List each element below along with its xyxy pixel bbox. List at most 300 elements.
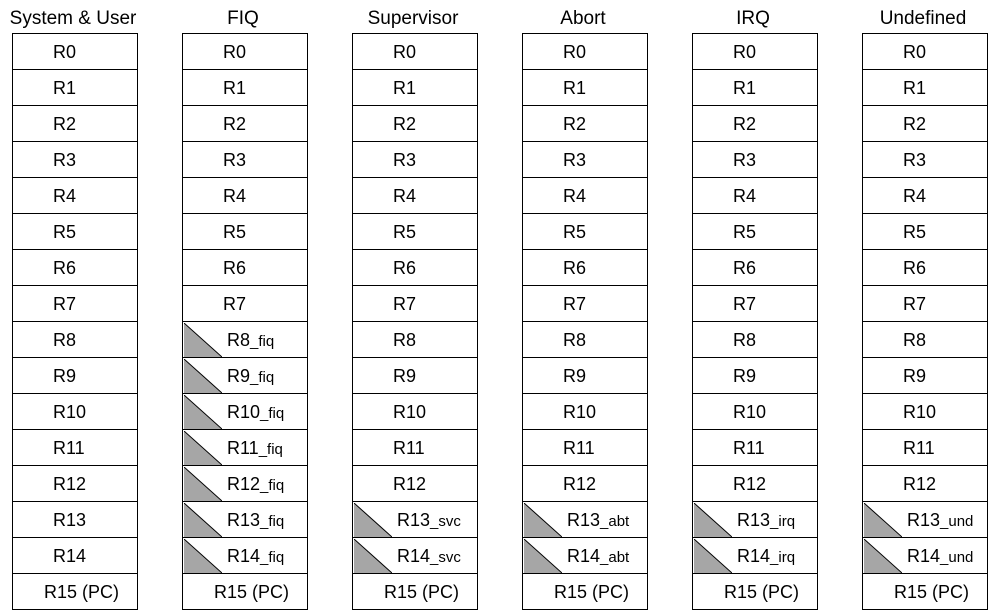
register-label [563,286,586,322]
register-cell [353,394,477,430]
register-label [53,286,76,322]
register-label [227,502,284,538]
register-mode-suffix: _fiq [260,513,285,530]
register-name: R1 [53,78,77,98]
register-name: R1 [903,78,927,98]
register-cell [13,70,137,106]
register-cell [863,214,987,250]
register-name: R4 [223,186,247,206]
register-cell [183,322,307,358]
register-label [563,358,586,394]
register-cell [863,106,987,142]
register-cell [863,178,987,214]
register-label [223,286,246,322]
register-label [737,538,795,574]
register-cell [863,142,987,178]
banked-register-marker-icon [864,539,902,573]
register-name: R5 [393,222,417,242]
register-label [733,142,756,178]
register-label [903,430,935,466]
register-label [563,142,586,178]
register-cell [353,538,477,574]
register-label [227,430,283,466]
register-name: R11 [227,438,259,458]
register-name: R5 [53,222,77,242]
register-cell [13,574,137,610]
register-label [53,430,85,466]
register-label [227,394,284,430]
register-label [393,178,416,214]
banked-register-marker-icon [184,323,222,357]
register-name: R12 [53,474,87,494]
register-cell [353,502,477,538]
register-cell [523,250,647,286]
register-label [903,214,926,250]
register-name: R8 [227,330,251,350]
register-name: R3 [733,150,757,170]
register-name: R4 [903,186,927,206]
banked-register-marker-icon [184,395,222,429]
register-label [53,106,76,142]
banked-register-marker-icon [864,503,902,537]
register-cell [863,358,987,394]
register-label [903,142,926,178]
register-name: R8 [563,330,587,350]
register-stack [522,33,648,610]
register-label [903,250,926,286]
register-name: R2 [393,114,417,134]
register-label [737,502,795,538]
register-label [567,538,629,574]
register-label [563,106,586,142]
register-name: R5 [733,222,757,242]
register-cell [183,70,307,106]
register-name: R0 [733,42,757,62]
banked-register-marker-icon [184,539,222,573]
register-cell [353,322,477,358]
register-label [903,34,926,70]
register-cell [523,502,647,538]
register-cell [863,70,987,106]
register-name: R0 [563,42,587,62]
register-label [223,178,246,214]
register-name: R15 (PC) [894,582,970,602]
register-mode-suffix: _und [940,549,974,566]
register-name: R11 [393,438,425,458]
banked-register-marker-icon [184,503,222,537]
register-label [223,250,246,286]
register-name: R1 [563,78,587,98]
register-name: R9 [903,366,927,386]
register-mode-suffix: _fiq [258,441,283,458]
register-name: R4 [393,186,417,206]
register-mode-suffix: _und [940,513,974,530]
mode-title: Undefined [879,8,967,29]
banked-register-marker-icon [694,539,732,573]
register-mode-suffix: _fiq [260,477,285,494]
register-name: R12 [733,474,767,494]
register-stack [182,33,308,610]
register-label [227,322,274,358]
register-name: R3 [223,150,247,170]
register-cell [523,286,647,322]
register-label [563,178,586,214]
register-name: R5 [903,222,927,242]
register-name: R15 (PC) [44,582,120,602]
register-name: R6 [563,258,587,278]
register-name: R3 [53,150,77,170]
banked-register-marker-icon [694,503,732,537]
register-mode-suffix: _svc [430,513,461,530]
register-label [227,466,284,502]
register-name: R6 [53,258,77,278]
register-label [903,106,926,142]
register-name: R2 [563,114,587,134]
register-cell [863,466,987,502]
register-cell [863,286,987,322]
register-name: R10 [733,402,767,422]
register-name: R14 [737,546,771,566]
register-name: R6 [393,258,417,278]
register-name: R5 [563,222,587,242]
register-name: R12 [903,474,937,494]
register-cell [863,322,987,358]
register-name: R0 [53,42,77,62]
register-cell [523,106,647,142]
register-label [53,466,86,502]
register-label [393,466,426,502]
register-name: R5 [223,222,247,242]
register-label [53,250,76,286]
register-cell [693,286,817,322]
register-cell [183,34,307,70]
register-cell [693,394,817,430]
register-stack [352,33,478,610]
register-cell [183,430,307,466]
register-name: R3 [393,150,417,170]
banked-register-marker-icon [354,503,392,537]
register-cell [353,574,477,610]
register-label [903,286,926,322]
register-cell [13,214,137,250]
register-label [563,394,596,430]
register-cell [523,214,647,250]
register-label [733,214,756,250]
register-name: R4 [53,186,77,206]
register-label [903,394,936,430]
register-cell [183,358,307,394]
register-name: R14 [397,546,431,566]
register-label [223,106,246,142]
mode-title: Supervisor [367,8,459,29]
register-cell [693,574,817,610]
register-name: R7 [733,294,757,314]
register-name: R10 [393,402,427,422]
mode-title: System & User [9,8,137,29]
register-label [53,322,76,358]
register-cell [13,34,137,70]
register-name: R8 [53,330,77,350]
register-name: R1 [223,78,247,98]
register-cell [693,538,817,574]
register-label [563,250,586,286]
register-name: R15 (PC) [554,582,630,602]
register-label [53,502,86,538]
register-label [393,142,416,178]
register-name: R10 [903,402,937,422]
register-cell [693,430,817,466]
register-cell [183,178,307,214]
register-cell [183,286,307,322]
register-label [393,34,416,70]
register-name: R14 [907,546,941,566]
register-name: R6 [223,258,247,278]
register-cell [863,430,987,466]
register-name: R2 [53,114,77,134]
register-mode-suffix: _abt [600,549,630,566]
register-name: R1 [393,78,417,98]
register-cell [523,430,647,466]
register-name: R2 [223,114,247,134]
register-cell [523,574,647,610]
register-label [393,214,416,250]
register-name: R14 [53,546,87,566]
register-cell [523,142,647,178]
register-name: R12 [227,474,261,494]
register-cell [13,394,137,430]
register-name: R8 [393,330,417,350]
register-name: R14 [227,546,261,566]
register-label [563,34,586,70]
register-name: R0 [223,42,247,62]
register-label [563,214,586,250]
register-cell [183,214,307,250]
register-label [733,286,756,322]
register-name: R3 [903,150,927,170]
register-label [563,430,595,466]
register-cell [523,322,647,358]
register-cell [863,34,987,70]
register-name: R10 [227,402,261,422]
register-label [907,502,973,538]
register-mode-suffix: _fiq [250,369,275,386]
banked-register-marker-icon [524,503,562,537]
register-cell [693,106,817,142]
register-name: R13 [737,510,771,530]
register-label [53,358,76,394]
register-cell [523,466,647,502]
register-label [393,322,416,358]
register-name: R7 [223,294,247,314]
register-name: R15 (PC) [724,582,800,602]
register-cell [13,466,137,502]
register-cell [693,322,817,358]
register-cell [353,250,477,286]
register-name: R7 [903,294,927,314]
register-name: R15 (PC) [384,582,460,602]
register-label [53,538,86,574]
register-name: R10 [563,402,597,422]
register-mode-suffix: _abt [600,513,630,530]
register-label [227,358,274,394]
register-cell [183,250,307,286]
register-label [733,34,756,70]
register-label [53,142,76,178]
register-label [563,466,596,502]
register-cell [183,394,307,430]
register-label [733,250,756,286]
register-label [223,34,246,70]
register-label [393,286,416,322]
register-label [724,574,799,610]
register-cell [183,574,307,610]
register-name: R8 [903,330,927,350]
register-name: R11 [53,438,85,458]
register-name: R7 [563,294,587,314]
register-label [53,214,76,250]
register-label [393,394,426,430]
register-name: R7 [53,294,77,314]
register-name: R12 [393,474,427,494]
mode-title: Abort [560,8,606,29]
register-cell [693,214,817,250]
register-cell [693,250,817,286]
register-name: R0 [393,42,417,62]
register-name: R11 [903,438,935,458]
register-label [223,70,246,106]
register-name: R3 [563,150,587,170]
register-name: R9 [53,366,77,386]
register-label [53,394,86,430]
register-cell [863,502,987,538]
register-name: R9 [393,366,417,386]
register-cell [523,70,647,106]
register-cell [693,502,817,538]
register-cell [863,394,987,430]
mode-title: FIQ [227,8,259,29]
register-cell [693,358,817,394]
register-name: R2 [903,114,927,134]
register-name: R13 [53,510,87,530]
register-name: R9 [227,366,251,386]
register-label [214,574,289,610]
register-label [397,502,461,538]
register-label [733,178,756,214]
register-stack [12,33,138,610]
register-label [894,574,969,610]
register-cell [183,106,307,142]
register-label [393,106,416,142]
register-mode-suffix: _irq [770,549,796,566]
register-cell [353,70,477,106]
register-label [393,250,416,286]
register-mode-suffix: _fiq [260,405,285,422]
register-name: R6 [733,258,757,278]
register-cell [353,214,477,250]
register-cell [183,466,307,502]
register-label [903,466,936,502]
register-label [53,70,76,106]
register-cell [863,250,987,286]
register-label [53,34,76,70]
register-name: R7 [393,294,417,314]
register-cell [353,34,477,70]
register-name: R8 [733,330,757,350]
register-label [733,394,766,430]
register-cell [353,286,477,322]
register-label [223,214,246,250]
register-name: R14 [567,546,601,566]
register-cell [353,430,477,466]
register-stack [692,33,818,610]
register-cell [13,106,137,142]
register-name: R2 [733,114,757,134]
register-stack [862,33,988,610]
register-mode-suffix: _irq [770,513,796,530]
register-label [227,538,284,574]
register-cell [523,538,647,574]
register-label [393,358,416,394]
register-cell [13,142,137,178]
register-label [733,106,756,142]
register-cell [353,358,477,394]
register-cell [13,286,137,322]
register-cell [693,466,817,502]
register-cell [353,142,477,178]
register-name: R4 [563,186,587,206]
register-label [567,502,629,538]
register-label [903,358,926,394]
register-cell [13,430,137,466]
register-cell [523,394,647,430]
banked-register-marker-icon [524,539,562,573]
register-cell [863,574,987,610]
register-label [733,322,756,358]
banked-register-marker-icon [354,539,392,573]
register-cell [13,358,137,394]
register-label [384,574,459,610]
register-cell [353,106,477,142]
register-label [397,538,461,574]
register-name: R13 [227,510,261,530]
register-name: R9 [733,366,757,386]
register-label [44,574,119,610]
register-name: R11 [563,438,595,458]
register-mode-suffix: _fiq [250,333,275,350]
register-name: R13 [907,510,941,530]
register-cell [13,322,137,358]
register-name: R6 [903,258,927,278]
register-cell [863,538,987,574]
register-cell [353,178,477,214]
register-label [554,574,629,610]
register-name: R0 [903,42,927,62]
register-name: R13 [567,510,601,530]
banked-register-marker-icon [184,467,222,501]
register-cell [183,142,307,178]
register-label [53,178,76,214]
register-name: R12 [563,474,597,494]
register-cell [523,34,647,70]
register-cell [693,142,817,178]
register-name: R9 [563,366,587,386]
register-mode-suffix: _fiq [260,549,285,566]
register-label [393,70,416,106]
register-cell [13,538,137,574]
register-name: R13 [397,510,431,530]
register-cell [523,178,647,214]
register-cell [183,538,307,574]
